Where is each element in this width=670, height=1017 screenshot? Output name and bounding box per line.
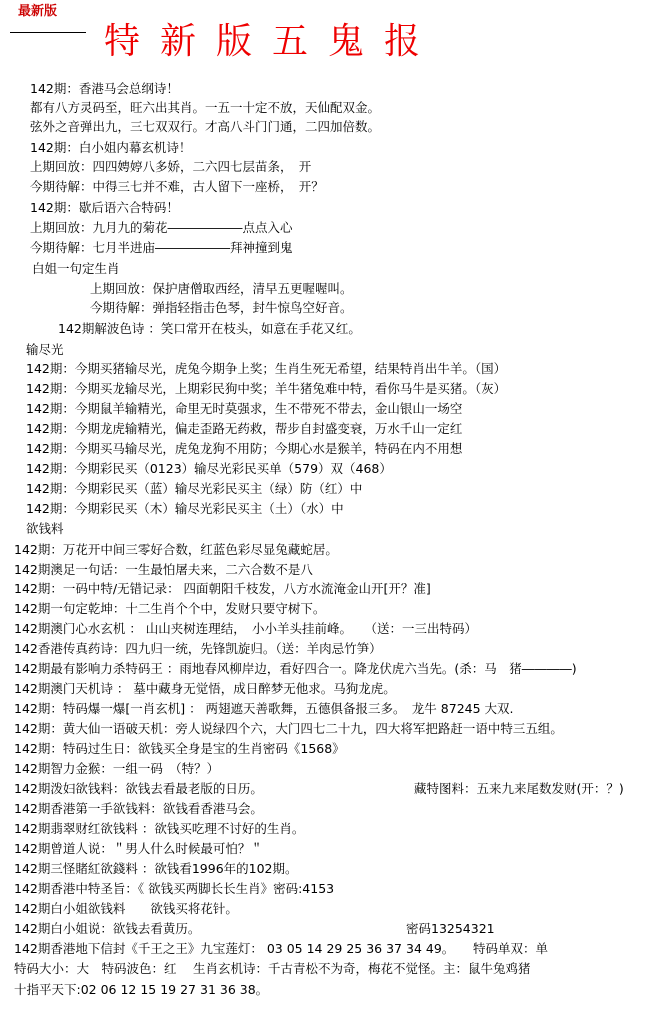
text-line: 142香港传真药诗：四九归一统，先锋凯旋归。（送：羊肉忌竹笋） [14,641,382,656]
text-line: 今期待解：中得三七并不难，古人留下一座桥， 开？ [30,179,324,194]
text-line: 142期澳足一句话：一生最怕屠夫来，二六合数不是八 [14,562,313,577]
text-line: 142期香港第一手欲钱料：欲钱看香港马会。 [14,801,263,816]
text-line: 白姐一句定生肖 [32,261,120,276]
text-line: 142期泼妇欲钱料：欲钱去看最老版的日历。 [14,781,263,796]
text-line: 十指平天下:02 06 12 15 19 27 31 36 38。 [14,982,269,997]
text-line: 上期回放：九月九的菊花――――――点点入心 [30,220,293,235]
text-line: 藏特图料：五来九来尾数发财(开：？) [414,781,624,796]
text-line: 特码大小：大 特码波色：红 生肖玄机诗：千古青松不为奇，梅花不觉怪。主：鼠牛兔鸡猪 [14,961,531,976]
text-line: 142期：今期彩民买（0123）输尽光彩民买单（579）双（468） [26,461,392,476]
text-line: 142期解波色诗 ：笑口常开在枝头，如意在手花又红。 [58,321,361,336]
text-line: 142期：特码爆一爆[一肖玄机] ： 两翅遮天善歌舞，五德俱备报三多。 龙牛 87245 大双. [14,701,514,716]
text-line: 142期一句定乾坤：十二生肖个个中，发财只要守树下。 [14,601,326,616]
text-line: 142期：特码过生日：欲钱买全身是宝的生肖密码《1568》 [14,741,345,756]
text-line: 密码13254321 [406,921,495,936]
text-line: 142期：今期彩民买（蓝）输尽光彩民买主（绿）防（红）中 [26,481,363,496]
text-line: 今期待解：弹指轻指击色琴，封牛惊鸟空好音。 [90,300,353,315]
text-line: 欲钱料 [26,521,64,536]
text-line: 142期：白小姐内幕玄机诗！ [30,140,192,155]
text-line: 142期澳门心水玄机 ： 山山夹树连理结， 小小羊头挂前峰。 （送：一三出特码） [14,621,478,636]
text-line: 142期：黄大仙一语破天机：旁人说绿四个六，大门四七二十九，四大将军把路赶一语中特三五组。 [14,721,563,736]
text-line: 输尽光 [26,342,64,357]
text-line: 142期：一码中特/无错记录： 四面朝阳千枝发，八方水流淹金山开[开？准] [14,581,431,596]
text-line: 142期：今期彩民买（木）输尽光彩民买主（土）（水）中 [26,501,344,516]
text-line: 142期：香港马会总纲诗！ [30,81,179,96]
text-line: 142期：今期鼠羊输精光，命里无时莫强求，生不带死不带去，金山银山一场空 [26,401,463,416]
text-line: 142期：歇后语六合特码！ [30,200,179,215]
text-line: 142期：今期买马输尽光，虎兔龙狗不用防；今期心水是猴羊，特码在内不用想 [26,441,463,456]
text-line: 142期：今期龙虎输精光，偏走歪路无药救，帮步自封盛变衰，万水千山一定红 [26,421,463,436]
text-line: 上期回放：四四娉婷八多娇，二六四七层苗条， 开 [30,159,312,174]
text-line: 弦外之音弹出九，三七双双行。才高八斗门门通，二四加倍数。 [30,119,381,134]
text-line: 今期待解：七月半进庙――――――拜神撞到鬼 [30,240,293,255]
page-title: 特新版五鬼报 [104,21,441,62]
text-line: 142期三怪賭紅欲錢料 ：欲钱看1996年的102期。 [14,861,298,876]
text-line: 142期：万花开中间三零好合数，红蓝色彩尽显兔藏蛇居。 [14,542,338,557]
text-line: 142期翡翠财红欲钱料 ：欲钱买吃理不讨好的生肖。 [14,821,305,836]
text-line: 142期澳门天机诗 ： 墓中藏身无觉悟，成日醉梦无他求。马狗龙虎。 [14,681,396,696]
text-line: 142期：今期买龙输尽光，上期彩民狗中奖；羊牛猪兔难中特，看你马牛是买猪。（灰） [26,381,507,396]
text-line: 都有八方灵码至，旺六出其肖。一五一十定不放，天仙配双金。 [30,100,381,115]
text-line: 142期白小姐欲钱料 欲钱买将花针。 [14,901,238,916]
text-line: 142期曾道人说：＂男人什么时候最可怕？＂ [14,841,263,856]
edition-badge: 最新版 [18,4,58,19]
header-divider [10,32,86,33]
text-line: 142期香港中特圣旨：《 欲钱买两脚长长生肖》密码:4153 [14,881,335,896]
text-line: 142期：今期买猪输尽光，虎兔今期争上奖；生肖生死无希望，结果特肖出牛羊。（国） [26,361,507,376]
text-line: 142期香港地下信封《千王之王》九宝莲灯： 03 05 14 29 25 36 37 34 49。 特码单双：单 [14,941,549,956]
text-line: 142期智力金猴：一组一码 （特？） [14,761,220,776]
text-line: 上期回放：保护唐僧取西经，清早五更喔喔叫。 [90,281,353,296]
text-line: 142期最有影响力杀特码王 ：雨地春风柳岸边，看好四合一。降龙伏虎六当先。(杀：马 猪――――) [14,661,577,676]
text-line: 142期白小姐说：欲钱去看黄历。 [14,921,201,936]
